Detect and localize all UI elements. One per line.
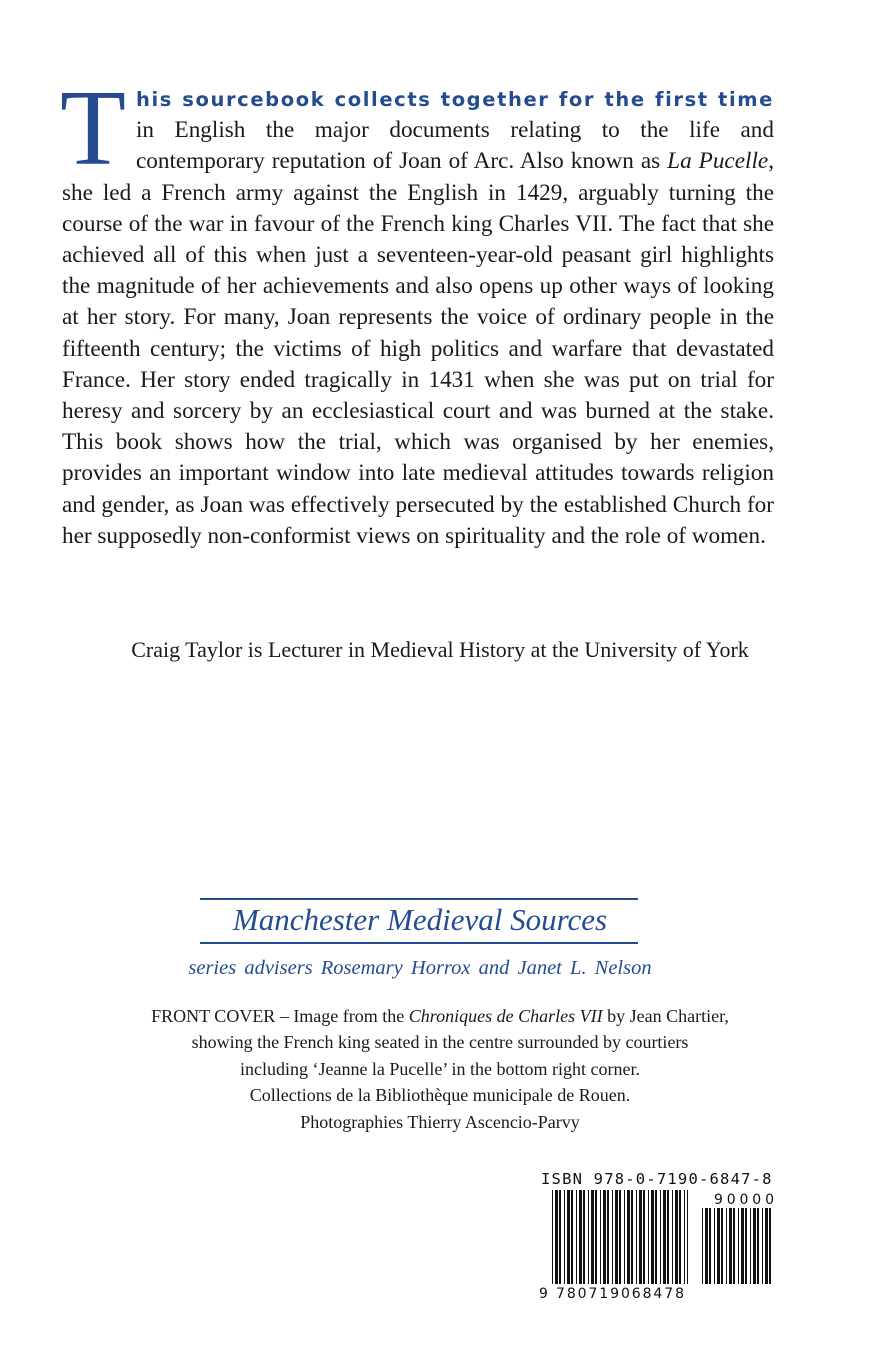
barcode-bar <box>579 1190 582 1284</box>
barcode-bar <box>651 1190 654 1284</box>
barcode-digits: 780719068478 <box>556 1286 684 1302</box>
barcode-bar <box>595 1190 597 1284</box>
credit-line-2: showing the French king seated in the centre surrounded by courtiers <box>191 1032 689 1053</box>
barcode-bar <box>702 1208 703 1284</box>
barcode-bar <box>762 1208 763 1284</box>
barcode-bar <box>705 1208 708 1284</box>
barcode-bar <box>571 1190 573 1284</box>
barcode-bar <box>729 1208 732 1284</box>
credit-line-4: Collections de la Bibliothèque municipale de Rouen. <box>249 1085 631 1106</box>
drop-cap: T <box>60 69 126 188</box>
description-blurb <box>60 69 774 552</box>
barcode-bar <box>603 1190 606 1284</box>
credit-line-1 <box>80 1003 800 1029</box>
barcode-bar <box>631 1190 633 1284</box>
barcode-bar <box>660 1190 661 1284</box>
blurb-lead-text: his sourcebook collects together for the first time <box>135 88 774 111</box>
barcode-bar <box>588 1190 589 1284</box>
barcode-bar <box>709 1208 711 1284</box>
barcode-bar <box>564 1190 565 1284</box>
barcode-bar <box>583 1190 585 1284</box>
barcode-bar <box>684 1190 685 1284</box>
barcode-bar <box>721 1208 723 1284</box>
barcode-bar <box>663 1190 666 1284</box>
isbn-label: ISBN 978-0-7190-6847-8 <box>541 1170 773 1188</box>
barcode-first-digit: 9 <box>539 1286 548 1302</box>
barcode-bar <box>675 1190 678 1284</box>
author-note: Craig Taylor is Lecturer in Medieval History at the University of York <box>131 637 749 662</box>
barcode-bar <box>757 1208 759 1284</box>
credit-line-1-rest: by Jean Chartier, <box>602 1006 729 1026</box>
barcode-bar <box>612 1190 613 1284</box>
barcode-bar <box>627 1190 630 1284</box>
series-title: Manchester Medieval Sources <box>232 902 608 937</box>
barcode-bars-main <box>552 1190 688 1284</box>
barcode-bar <box>655 1190 657 1284</box>
barcode-bar <box>765 1208 768 1284</box>
credit-line-5: Photographies Thierry Ascencio-Parvy <box>300 1111 580 1132</box>
isbn-barcode <box>536 1188 780 1310</box>
barcode-bar <box>643 1190 645 1284</box>
credit-italic-title: Chroniques de Charles VII <box>408 1006 603 1026</box>
barcode-bar <box>745 1208 747 1284</box>
barcode-bar <box>567 1190 570 1284</box>
barcode-bar <box>607 1190 609 1284</box>
barcode-bar <box>687 1190 688 1284</box>
barcode-bar <box>726 1208 727 1284</box>
series-advisers: series advisers Rosemary Horrox and Janet L. Nelson <box>188 957 652 979</box>
barcode-bar <box>753 1208 756 1284</box>
barcode-bar <box>750 1208 751 1284</box>
barcode-bar <box>738 1208 739 1284</box>
barcode-bar <box>672 1190 673 1284</box>
barcode-graphic <box>536 1188 780 1310</box>
blurb-text-part2: , she led a French army against the English in 1429, arguably turning the course of the war in favour of the French king Charles VII. The fact that she achieved all of this when just a seventeen-year-old peasant girl highlights the magnitude of her achievements and also opens up other ways of looking at her story. For many, Joan represents the voice of ordinary people in the fifteenth century; the victims of high politics and warfare that devastated France. Her story ended tragically in 1431 when she was put on trial for heresy and sorcery by an ecclesiastical court and was burned at the stake. This book shows how the trial, which was organised by her enemies, provides an important window into late medieval attitudes towards religion and gender, as Joan was effectively persecuted by the established Church for her supposedly non-conformist views on spirituality and the role of women. <box>62 148 774 549</box>
barcode-bar <box>667 1190 669 1284</box>
credit-prefix: FRONT COVER – Image from the <box>151 1006 409 1026</box>
barcode-bar <box>619 1190 621 1284</box>
barcode-bar <box>741 1208 744 1284</box>
barcode-bar <box>615 1190 618 1284</box>
barcode-bar <box>648 1190 649 1284</box>
barcode-bar <box>679 1190 681 1284</box>
series-top-rule <box>200 898 638 900</box>
barcode-bar <box>559 1190 561 1284</box>
barcode-price-digits: 90000 <box>714 1192 774 1208</box>
barcode-bar <box>555 1190 558 1284</box>
blurb-text-part1: in English the major documents relating to the life and contemporary reputation of Joan of Arc. Also known as <box>135 117 774 175</box>
credit-line-3: including ‘Jeanne la Pucelle’ in the bottom right corner. <box>239 1058 641 1079</box>
barcode-bar <box>624 1190 625 1284</box>
barcode-bar <box>733 1208 735 1284</box>
blurb-italic-la-pucelle: La Pucelle <box>667 148 769 175</box>
barcode-bar <box>769 1208 771 1284</box>
barcode-bar <box>636 1190 637 1284</box>
barcode-bar <box>639 1190 642 1284</box>
series-bottom-rule <box>200 942 638 944</box>
barcode-bar <box>717 1208 720 1284</box>
barcode-bar <box>600 1190 601 1284</box>
barcode-bar <box>552 1190 553 1284</box>
barcode-bar <box>714 1208 715 1284</box>
barcode-bar <box>576 1190 577 1284</box>
barcode-bar <box>591 1190 594 1284</box>
cover-credit <box>80 1003 800 1135</box>
